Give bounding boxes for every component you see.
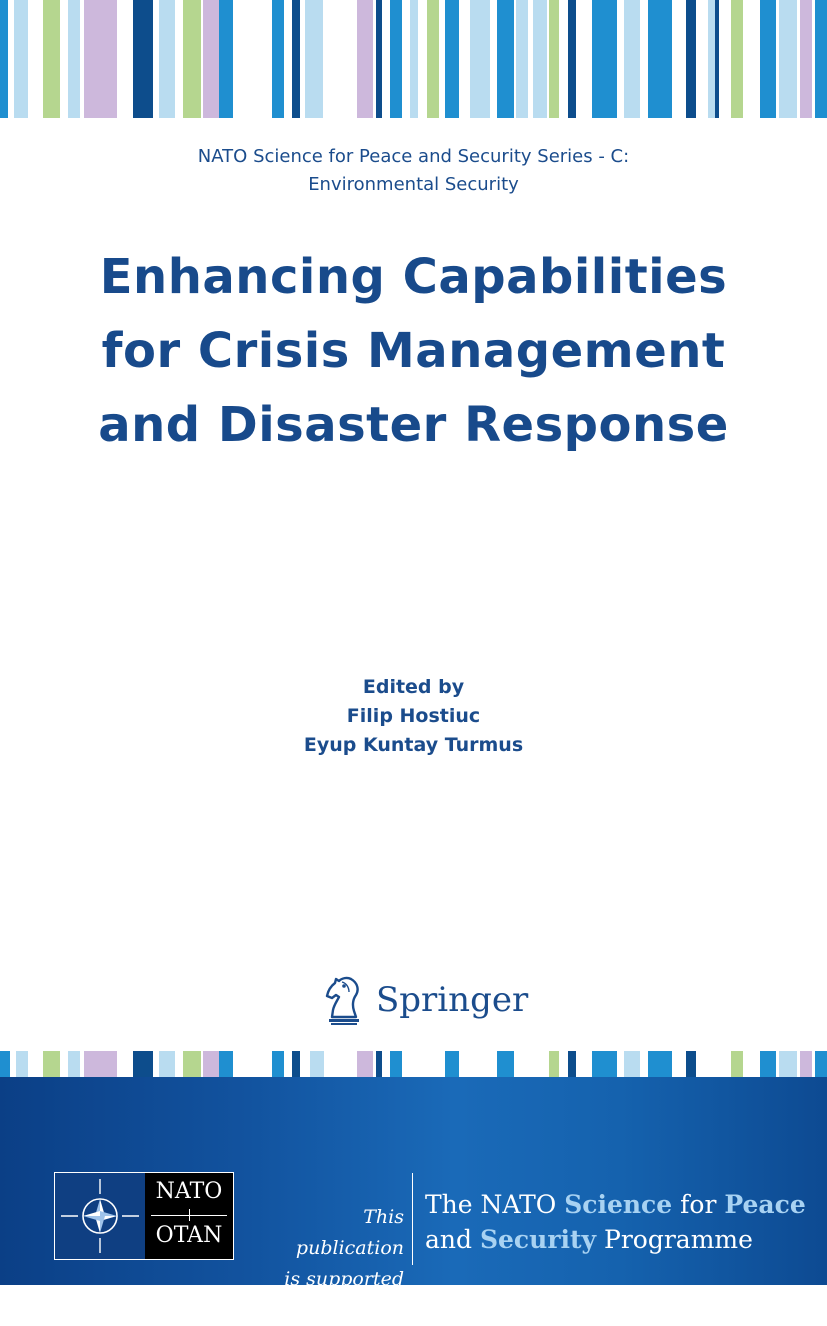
series-title bbox=[0, 143, 827, 199]
otan-text: OTAN bbox=[155, 1223, 223, 1248]
footer-banner bbox=[0, 1077, 827, 1321]
edited-by-label: Edited by bbox=[362, 676, 465, 698]
decorative-stripe bbox=[779, 1051, 797, 1077]
decorative-stripe bbox=[497, 1051, 514, 1077]
programme-word: Programme bbox=[604, 1225, 753, 1254]
decorative-stripe bbox=[159, 0, 175, 118]
decorative-stripe bbox=[0, 1051, 10, 1077]
wordmark-divider-tick bbox=[189, 1209, 190, 1221]
decorative-stripe bbox=[516, 0, 528, 118]
decorative-stripe bbox=[84, 1051, 117, 1077]
decorative-stripe bbox=[445, 0, 459, 118]
editors-block bbox=[0, 673, 827, 760]
programme-highlight-word: Peace bbox=[724, 1190, 806, 1219]
top-stripe-band bbox=[0, 0, 827, 118]
programme-line-1 bbox=[425, 1187, 815, 1222]
series-line-1: NATO Science for Peace and Security Series - C: bbox=[197, 146, 630, 167]
decorative-stripe bbox=[390, 1051, 402, 1077]
decorative-stripe bbox=[731, 0, 743, 118]
decorative-stripe bbox=[219, 0, 233, 118]
decorative-stripe bbox=[648, 0, 672, 118]
decorative-stripe bbox=[624, 1051, 640, 1077]
decorative-stripe bbox=[815, 1051, 827, 1077]
decorative-stripe bbox=[376, 0, 382, 118]
decorative-stripe bbox=[272, 1051, 284, 1077]
editor-name: Filip Hostiuc bbox=[346, 705, 481, 727]
book-title-line-3: and Disaster Response bbox=[98, 397, 729, 453]
decorative-stripe bbox=[43, 0, 60, 118]
programme-word: for bbox=[680, 1190, 717, 1219]
programme-highlight-word: Science bbox=[564, 1190, 673, 1219]
decorative-stripe bbox=[84, 0, 117, 118]
decorative-stripe bbox=[731, 1051, 743, 1077]
decorative-stripe bbox=[427, 0, 439, 118]
decorative-stripe bbox=[686, 1051, 696, 1077]
nato-otan-wordmark bbox=[145, 1173, 233, 1259]
decorative-stripe bbox=[568, 1051, 576, 1077]
decorative-stripe bbox=[292, 0, 300, 118]
decorative-stripe bbox=[357, 1051, 373, 1077]
decorative-stripe bbox=[410, 0, 418, 118]
compass-panel bbox=[55, 1173, 146, 1259]
knight-chess-piece-icon bbox=[322, 973, 366, 1027]
decorative-stripe bbox=[305, 0, 323, 118]
decorative-stripe bbox=[357, 0, 373, 118]
decorative-stripe bbox=[203, 0, 219, 118]
programme-line-2 bbox=[425, 1222, 815, 1257]
decorative-stripe bbox=[815, 0, 827, 118]
support-line-2: is supported by: bbox=[284, 1268, 404, 1321]
middle-stripe-band bbox=[0, 1051, 827, 1077]
decorative-stripe bbox=[390, 0, 402, 118]
decorative-stripe bbox=[800, 0, 812, 118]
decorative-stripe bbox=[133, 0, 153, 118]
decorative-stripe bbox=[800, 1051, 812, 1077]
publisher-name: Springer bbox=[376, 980, 529, 1020]
decorative-stripe bbox=[592, 1051, 617, 1077]
decorative-stripe bbox=[624, 0, 640, 118]
support-line-1: This publication bbox=[295, 1206, 404, 1259]
editor-name: Eyup Kuntay Turmus bbox=[303, 734, 524, 756]
footer-divider bbox=[412, 1173, 413, 1265]
decorative-stripe bbox=[549, 0, 559, 118]
decorative-stripe bbox=[686, 0, 696, 118]
decorative-stripe bbox=[68, 1051, 80, 1077]
decorative-stripe bbox=[760, 1051, 776, 1077]
support-statement bbox=[258, 1202, 404, 1326]
decorative-stripe bbox=[183, 0, 201, 118]
nato-compass-rose-icon bbox=[55, 1173, 145, 1259]
decorative-stripe bbox=[272, 0, 284, 118]
decorative-stripe bbox=[497, 0, 514, 118]
book-title-line-1: Enhancing Capabilities bbox=[99, 249, 728, 305]
decorative-stripe bbox=[310, 1051, 324, 1077]
book-title bbox=[0, 240, 827, 462]
publisher-logo bbox=[322, 972, 528, 1028]
nato-text: NATO bbox=[155, 1179, 223, 1204]
book-title-line-2: for Crisis Management bbox=[101, 323, 726, 379]
decorative-stripe bbox=[445, 1051, 459, 1077]
programme-word: and bbox=[425, 1225, 473, 1254]
decorative-stripe bbox=[568, 0, 576, 118]
programme-word: The NATO bbox=[425, 1190, 557, 1219]
decorative-stripe bbox=[159, 1051, 175, 1077]
decorative-stripe bbox=[43, 1051, 60, 1077]
decorative-stripe bbox=[16, 1051, 28, 1077]
decorative-stripe bbox=[68, 0, 80, 118]
decorative-stripe bbox=[779, 0, 797, 118]
decorative-stripe bbox=[133, 1051, 153, 1077]
decorative-stripe bbox=[292, 1051, 300, 1077]
decorative-stripe bbox=[470, 0, 490, 118]
decorative-stripe bbox=[592, 0, 617, 118]
decorative-stripe bbox=[219, 1051, 233, 1077]
decorative-stripe bbox=[715, 0, 719, 118]
decorative-stripe bbox=[648, 1051, 672, 1077]
nato-otan-logo bbox=[54, 1172, 234, 1260]
decorative-stripe bbox=[708, 0, 715, 118]
decorative-stripe bbox=[183, 1051, 201, 1077]
programme-name bbox=[425, 1187, 815, 1257]
decorative-stripe bbox=[14, 0, 28, 118]
decorative-stripe bbox=[549, 1051, 559, 1077]
series-line-2: Environmental Security bbox=[308, 174, 519, 195]
decorative-stripe bbox=[376, 1051, 382, 1077]
decorative-stripe bbox=[203, 1051, 219, 1077]
decorative-stripe bbox=[0, 0, 8, 118]
decorative-stripe bbox=[533, 0, 547, 118]
programme-highlight-word: Security bbox=[479, 1225, 597, 1254]
decorative-stripe bbox=[760, 0, 776, 118]
